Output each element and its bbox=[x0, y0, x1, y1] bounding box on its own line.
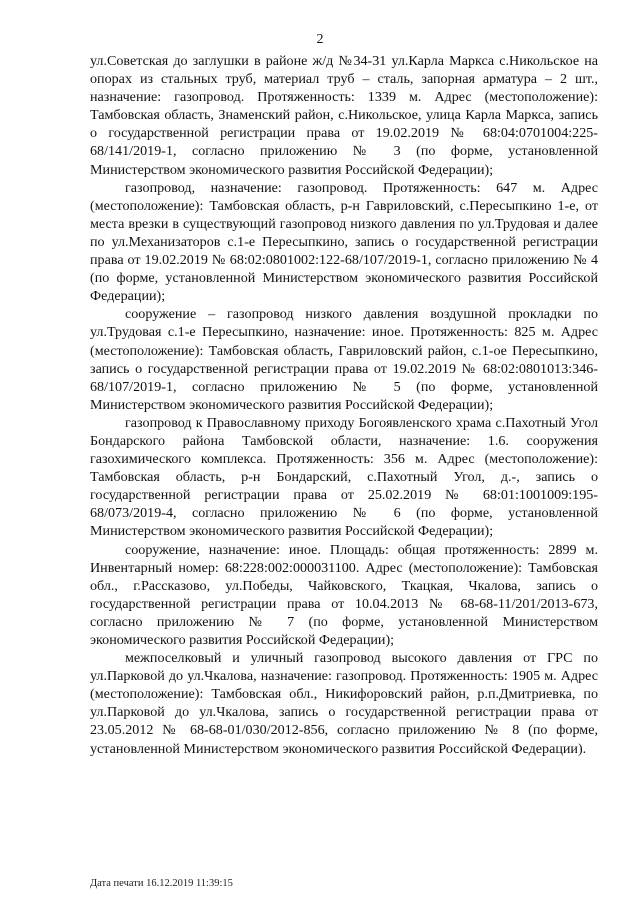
paragraph-pipeline-pakhotny-ugol: газопровод к Православному приходу Богоявленского храма с.Пахотный Угол Бондарского района Тамбовской области, назначение: 1.6. сооружения газохимического комплекса. Протяженность: 356 м. Адрес (местоположение): Тамбовская область, р-н Бондарский, с.Пахотный Угол, д.-, запись о государственной регистрации права от 25.02.2019 № 68:01:1001009:195-68/073/2019-4, согласно приложению № 6 (по форме, установленной Министерством экономического развития Российской Федерации); bbox=[90, 414, 598, 540]
paragraph-high-pressure-pipeline: межпоселковый и уличный газопровод высокого давления от ГРС по ул.Парковой до ул.Чкалова, назначение: газопровод. Протяженность: 1905 м. Адрес (местоположение): Тамбовская обл., Никифоровский район, р.п.Дмитриевка, по ул.Парковой до ул.Чкалова, запись о государственной регистрации права от 23.05.2012 № 68-68-01/030/2012-856, согласно приложению № 8 (по форме, установленной Министерством экономического развития Российской Федерации). bbox=[90, 650, 598, 757]
paragraph-structure-rasskazovo: сооружение, назначение: иное. Площадь: общая протяженность: 2899 м. Инвентарный номер: 68:228:002:000031100. Адрес (местоположение): Тамбовская обл., г.Рассказово, ул.Победы, Чайковского, Ткацкая, Чкалова, запись о государственной регистрации права от 10.04.2013 № 68-68-11/201/2013-673, согласно приложению № 7 (по форме, установленной Министерством экономического развития Российской Федерации); bbox=[90, 541, 598, 648]
paragraph-gas-pipeline-nikolskoe: ул.Советская до заглушки в районе ж/д №34-31 ул.Карла Маркса с.Никольское на опорах из стальных труб, материал труб – сталь, запорная арматура – 2 шт., назначение: газопровод. Протяженность: 1339 м. Адрес (местоположение): Тамбовская область, Знаменский район, с.Никольское, улица Карла Маркса, запись о государственной регистрации права от 19.02.2019 № 68:04:0701004:225-68/141/2019-1, согласно приложению № 3 (по форме, установленной Министерством экономического развития Российской Федерации); bbox=[90, 53, 598, 178]
paragraph-gas-pipeline-peresypkino: газопровод, назначение: газопровод. Протяженность: 647 м. Адрес (местоположение): Тамбовская область, р-н Гавриловский, с.Пересыпкино 1-е, от места врезки в существующий газопровод низкого давления по ул.Трудовая и далее по ул.Механизаторов с.1-е Пересыпкино, запись о государственной регистрации права от 19.02.2019 № 68:02:0801002:122-68/107/2019-1, согласно приложению № 4 (по форме, установленной Министерством экономического развития Российской Федерации); bbox=[90, 179, 598, 305]
print-date: Дата печати 16.12.2019 11:39:15 bbox=[90, 878, 233, 889]
document-body bbox=[90, 52, 598, 758]
paragraph-low-pressure-pipeline: сооружение – газопровод низкого давления воздушной прокладки по ул.Трудовая с.1-е Пересыпкино, назначение: иное. Протяженность: 825 м. Адрес (местоположение): Тамбовская область, Гавриловский район, с.1-ое Пересыпкино, запись о государственной регистрации права от 19.02.2019 № 68:02:0801013:346-68/107/2019-1, согласно приложению № 5 (по форме, установленной Министерством экономического развития Российской Федерации); bbox=[90, 306, 598, 413]
page-number: 2 bbox=[316, 32, 324, 47]
